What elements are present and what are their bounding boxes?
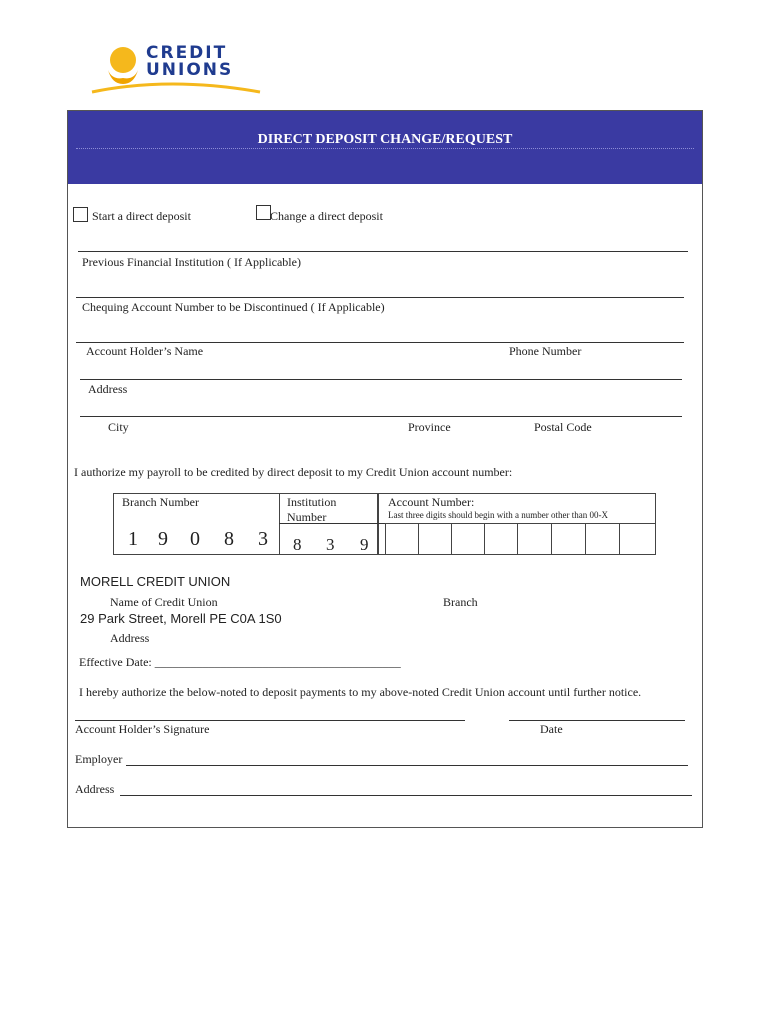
- institution-label-1: Institution: [287, 495, 337, 509]
- institution-label-2: Number: [287, 510, 327, 524]
- previous-fi-label: Previous Financial Institution ( If Applicable): [82, 255, 301, 269]
- institution-digit: 8: [293, 535, 302, 554]
- change-deposit-checkbox[interactable]: [256, 205, 271, 220]
- city-line[interactable]: [80, 416, 682, 417]
- previous-fi-line[interactable]: [78, 251, 688, 252]
- holder-name-label: Account Holder’s Name: [86, 344, 204, 358]
- authorize-text: I authorize my payroll to be credited by direct deposit to my Credit Union account number:: [74, 465, 513, 479]
- logo-line-1: CREDIT: [146, 43, 228, 63]
- chequing-label: Chequing Account Number to be Discontinued ( If Applicable): [82, 300, 385, 314]
- branch-digit: 1: [128, 528, 138, 550]
- start-deposit-label: Start a direct deposit: [92, 209, 191, 223]
- logo-line-2: UNIONS: [146, 60, 234, 80]
- institution-digit: 3: [326, 535, 335, 554]
- date-line[interactable]: [509, 720, 685, 721]
- form-title: DIRECT DEPOSIT CHANGE/REQUEST: [257, 132, 513, 147]
- branch-label: Branch: [443, 595, 478, 609]
- account-digit-cell[interactable]: [418, 523, 452, 555]
- province-label: Province: [408, 420, 451, 434]
- credit-union-address-label: Address: [110, 631, 150, 645]
- employer-address-line[interactable]: [120, 795, 692, 796]
- address-label: Address: [88, 382, 128, 396]
- employer-address-label: Address: [75, 782, 115, 796]
- effective-date-field[interactable]: Effective Date: _________________________________________: [79, 655, 401, 669]
- account-digit-cell[interactable]: [385, 523, 419, 555]
- change-deposit-label: Change a direct deposit: [270, 209, 383, 223]
- credit-union-name-label: Name of Credit Union: [110, 595, 218, 609]
- account-digit-cell[interactable]: [517, 523, 552, 555]
- institution-digit: 9: [360, 535, 369, 554]
- credit-union-name: MORELL CREDIT UNION: [80, 574, 231, 589]
- account-digit-cell[interactable]: [484, 523, 518, 555]
- postal-label: Postal Code: [534, 420, 592, 434]
- branch-number-label: Branch Number: [122, 495, 199, 509]
- logo-wordmark: [146, 45, 233, 79]
- date-label: Date: [540, 722, 563, 736]
- employer-line[interactable]: [126, 765, 688, 766]
- authorize-below-text: I hereby authorize the below-noted to deposit payments to my above-noted Credit Union account until further notice.: [79, 685, 642, 699]
- signature-label: Account Holder’s Signature: [75, 722, 210, 736]
- address-line[interactable]: [80, 379, 682, 380]
- account-digit-cell[interactable]: [551, 523, 586, 555]
- header-divider: [76, 148, 694, 149]
- institution-divider: [279, 523, 378, 524]
- holder-line[interactable]: [76, 342, 684, 343]
- credit-union-address: 29 Park Street, Morell PE C0A 1S0: [80, 611, 282, 626]
- signature-line[interactable]: [75, 720, 465, 721]
- city-label: City: [108, 420, 129, 434]
- credit-unions-logo: [90, 40, 262, 96]
- branch-digit: 0: [190, 528, 200, 550]
- phone-label: Phone Number: [509, 344, 582, 358]
- account-digit-cell[interactable]: [451, 523, 485, 555]
- form-header-band: [68, 111, 702, 184]
- branch-digit: 9: [158, 528, 168, 550]
- direct-deposit-form: [67, 110, 703, 828]
- branch-digit: 8: [224, 528, 234, 550]
- account-number-note: Last three digits should begin with a number other than 00-X: [388, 510, 608, 520]
- account-number-label: Account Number:: [388, 495, 475, 509]
- account-digit-cell[interactable]: [619, 523, 656, 555]
- account-digit-cell[interactable]: [585, 523, 620, 555]
- chequing-line[interactable]: [76, 297, 684, 298]
- branch-digit: 3: [258, 528, 268, 550]
- employer-label: Employer: [75, 752, 123, 766]
- start-deposit-checkbox[interactable]: [73, 207, 88, 222]
